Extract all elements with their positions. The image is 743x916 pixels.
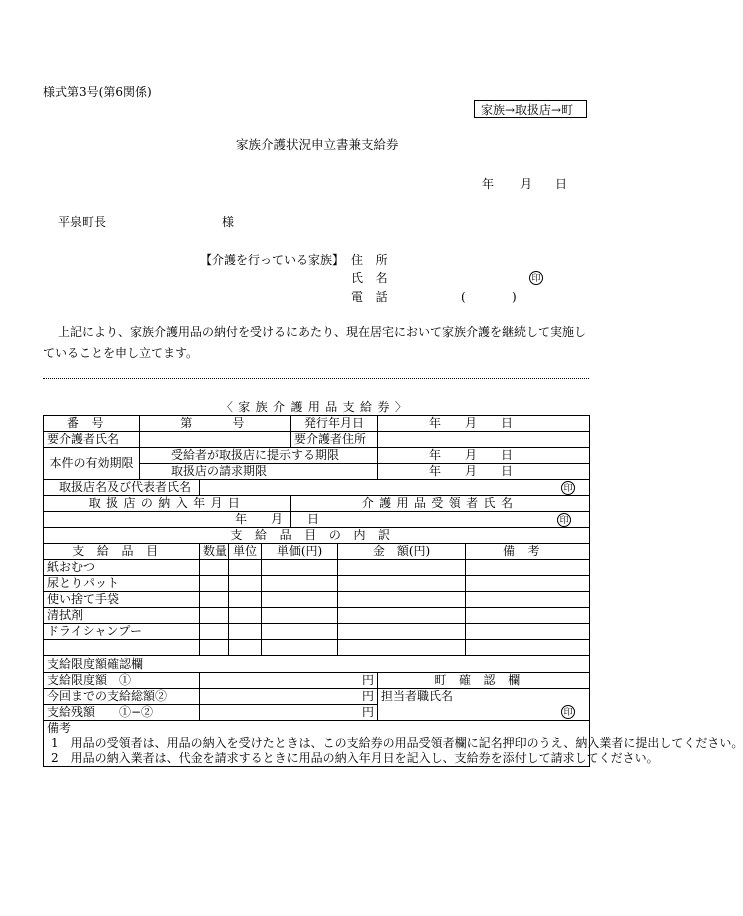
- cut-line: [43, 378, 589, 379]
- date-day: 日: [555, 177, 568, 191]
- price-cell[interactable]: [262, 624, 338, 640]
- unit-cell[interactable]: [229, 640, 262, 656]
- limit-row-value[interactable]: 円: [200, 705, 378, 721]
- qty-cell[interactable]: [200, 576, 229, 592]
- route-box-text: 家族→取扱店→町: [481, 103, 574, 117]
- unit-cell[interactable]: [229, 624, 262, 640]
- remarks-cell[interactable]: [466, 592, 590, 608]
- date-month: 月: [520, 177, 533, 191]
- care-person-address-label: 要介護者住所: [291, 432, 378, 448]
- validity-label: 本件の有効期限: [44, 448, 140, 480]
- limit-row-label: 今回までの支給総額②: [44, 689, 200, 705]
- price-cell[interactable]: [262, 608, 338, 624]
- care-person-address-field[interactable]: [378, 432, 590, 448]
- voucher-title: 〈家族介護用品支給券〉: [220, 400, 413, 414]
- recipient-field[interactable]: [291, 512, 590, 528]
- notes-title: 備考: [47, 721, 72, 735]
- note-2: 2 用品の納入業者は、代金を請求するときに用品の納入年月日を記入し、支給券を添付して請求してください。: [51, 751, 659, 765]
- table-row: [44, 576, 590, 592]
- remarks-cell[interactable]: [466, 624, 590, 640]
- officer-label: 担当者職氏名: [381, 689, 454, 703]
- note-1: 1 用品の受領者は、用品の納入を受けたときは、この支給券の用品受領者欄に記名押印のうえ、納入業者に提出してください。: [51, 736, 743, 750]
- declaration-line-1: 上記により、家族介護用品の納付を受けるにあたり、現在居宅において家族介護を継続して実施し: [58, 325, 587, 339]
- limit-row-value[interactable]: 円: [200, 673, 378, 689]
- amount-cell[interactable]: [338, 640, 466, 656]
- price-cell[interactable]: [262, 560, 338, 576]
- validity-claim-date: 年 月 日: [378, 464, 590, 480]
- amount-cell[interactable]: [338, 608, 466, 624]
- col-unit: 単位: [229, 544, 262, 560]
- col-item: 支給品目: [44, 544, 200, 560]
- validity-present-date: 年 月 日: [378, 448, 590, 464]
- phone-paren-close: ): [512, 290, 517, 304]
- limit-row-label: 支給残額 ①−②: [44, 705, 200, 721]
- form-number: 様式第3号(第6関係): [43, 85, 152, 99]
- town-confirm-label: 町確認欄: [378, 673, 590, 689]
- limit-section-label: 支給限度額確認欄: [44, 656, 590, 673]
- recipient-seal-icon: 印: [557, 513, 571, 527]
- phone-label: 電話: [351, 290, 401, 304]
- qty-cell[interactable]: [200, 624, 229, 640]
- remarks-cell[interactable]: [466, 576, 590, 592]
- unit-cell[interactable]: [229, 592, 262, 608]
- item-name: 紙おむつ: [44, 560, 200, 576]
- price-cell[interactable]: [262, 592, 338, 608]
- care-person-name-field[interactable]: [140, 432, 291, 448]
- qty-cell[interactable]: [200, 560, 229, 576]
- address-label: 住所: [351, 253, 401, 267]
- remarks-cell[interactable]: [466, 608, 590, 624]
- number-suffix: 第 号: [140, 416, 291, 432]
- col-amount: 金 額(円): [338, 544, 466, 560]
- notes-section: [44, 721, 743, 767]
- issue-date-label: 発行年月日: [291, 416, 378, 432]
- officer-seal-icon: 印: [561, 705, 575, 719]
- recipient-label: 介護用品受領者氏名: [291, 496, 590, 512]
- name-label: 氏名: [351, 271, 401, 285]
- applicant-seal-icon: 印: [529, 271, 543, 285]
- item-name: 清拭剤: [44, 608, 200, 624]
- applicant-label: 【介護を行っている家族】: [200, 253, 345, 267]
- col-price: 単価(円): [262, 544, 338, 560]
- table-row: [44, 624, 590, 640]
- unit-cell[interactable]: [229, 608, 262, 624]
- remarks-cell[interactable]: [466, 640, 590, 656]
- limit-row-label: 支給限度額 ①: [44, 673, 200, 689]
- remarks-cell[interactable]: [466, 560, 590, 576]
- phone-paren-open: (: [461, 290, 466, 304]
- delivery-date-label: 取扱店の納入年月日: [44, 496, 291, 512]
- addressee-honorific: 様: [222, 215, 235, 229]
- unit-cell[interactable]: [229, 560, 262, 576]
- price-cell[interactable]: [262, 576, 338, 592]
- declaration-line-2: ていることを申し立てます。: [43, 346, 199, 360]
- number-label: 番号: [44, 416, 140, 432]
- store-seal-icon: 印: [561, 481, 575, 495]
- delivery-date-value: 年 月 日: [44, 512, 291, 528]
- qty-cell[interactable]: [200, 640, 229, 656]
- date-year: 年: [482, 177, 495, 191]
- table-row: [44, 608, 590, 624]
- store-field[interactable]: [200, 480, 590, 496]
- addressee-name: 平泉町長: [58, 215, 107, 229]
- amount-cell[interactable]: [338, 592, 466, 608]
- limit-row-value[interactable]: 円: [200, 689, 378, 705]
- route-box: [474, 100, 587, 118]
- validity-present-label: 受給者が取扱店に提示する期限: [140, 448, 378, 464]
- table-row: [44, 560, 590, 576]
- table-row: [44, 640, 590, 656]
- item-name: 使い捨て手袋: [44, 592, 200, 608]
- care-person-name-label: 要介護者氏名: [44, 432, 140, 448]
- officer-field[interactable]: [378, 689, 590, 721]
- col-remarks: 備考: [466, 544, 590, 560]
- item-name: [44, 640, 200, 656]
- amount-cell[interactable]: [338, 624, 466, 640]
- amount-cell[interactable]: [338, 560, 466, 576]
- qty-cell[interactable]: [200, 608, 229, 624]
- item-name: 尿とりパット: [44, 576, 200, 592]
- item-name: ドライシャンプー: [44, 624, 200, 640]
- voucher-table: [43, 400, 743, 767]
- col-qty: 数量: [200, 544, 229, 560]
- qty-cell[interactable]: [200, 592, 229, 608]
- issue-date-value: 年 月 日: [378, 416, 590, 432]
- price-cell[interactable]: [262, 640, 338, 656]
- amount-cell[interactable]: [338, 576, 466, 592]
- table-row: [44, 592, 590, 608]
- validity-claim-label: 取扱店の請求期限: [140, 464, 378, 480]
- unit-cell[interactable]: [229, 576, 262, 592]
- store-label: 取扱店名及び代表者氏名: [44, 480, 200, 496]
- document-title: 家族介護状況申立書兼支給券: [236, 137, 399, 152]
- items-header: 支給品目の内訳: [44, 528, 590, 544]
